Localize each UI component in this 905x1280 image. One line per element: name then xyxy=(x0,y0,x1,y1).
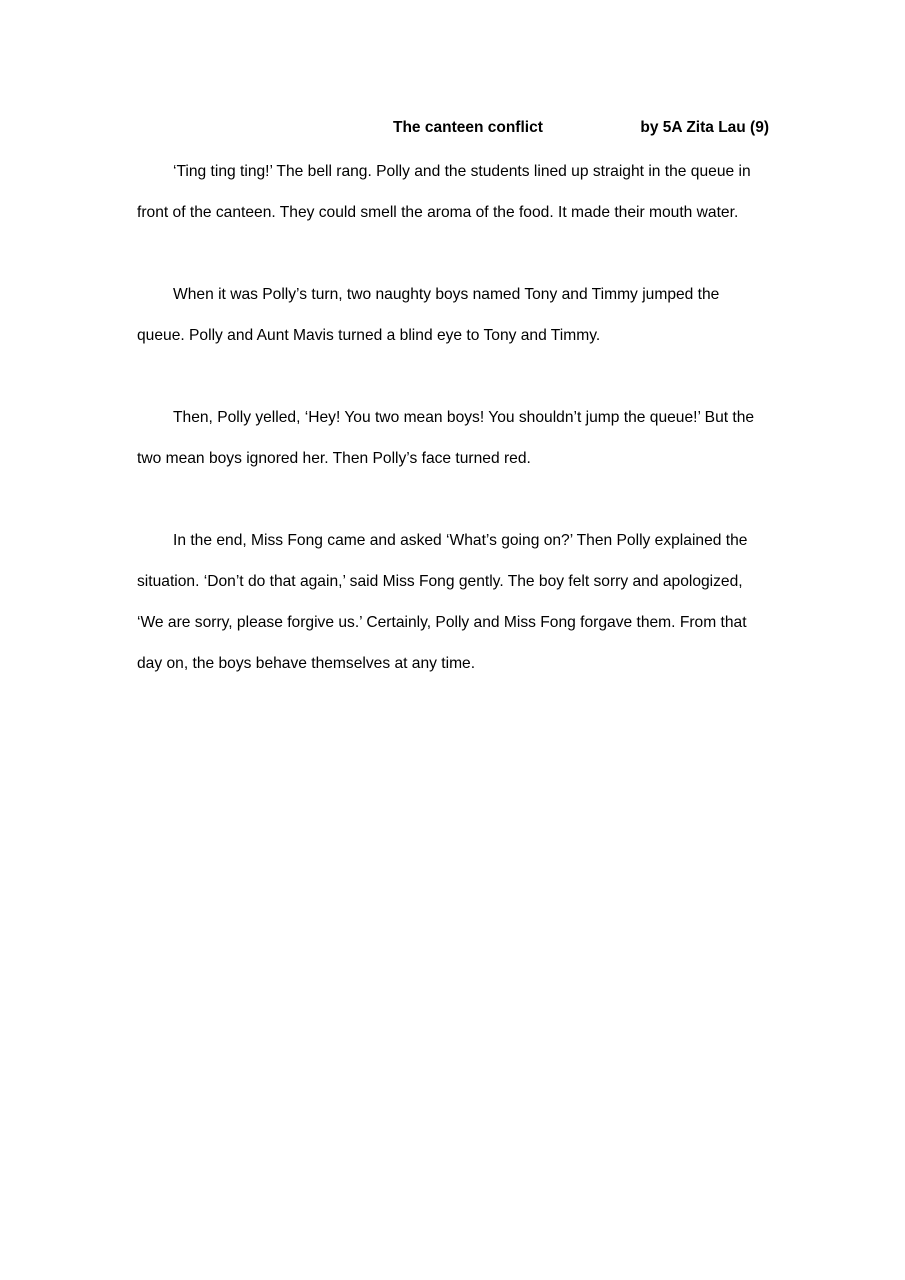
story-body xyxy=(137,151,769,684)
document-header xyxy=(137,119,769,143)
document-title: The canteen conflict xyxy=(393,119,543,136)
paragraph-queue-jump: When it was Polly’s turn, two naughty boys named Tony and Timmy jumped the queue. Polly and Aunt Mavis turned a blind eye to Tony and Timmy. xyxy=(137,286,720,344)
document-author: by 5A Zita Lau (9) xyxy=(640,119,769,136)
paragraph-resolution: In the end, Miss Fong came and asked ‘What’s going on?’ Then Polly explained the situation. ‘Don’t do that again,’ said Miss Fong gently. The boy felt sorry and apologized, ‘We are sorry, please forgive us.’ Certainly, Polly and Miss Fong forgave them. From that day on, the boys behave themselves at any time. xyxy=(137,532,748,672)
paragraph-bell-rang: ‘Ting ting ting!’ The bell rang. Polly and the students lined up straight in the queue in front of the canteen. They could smell the aroma of the food. It made their mouth water. xyxy=(137,163,751,221)
paragraph-polly-yelled: Then, Polly yelled, ‘Hey! You two mean boys! You shouldn’t jump the queue!’ But the two mean boys ignored her. Then Polly’s face turned red. xyxy=(137,409,755,467)
